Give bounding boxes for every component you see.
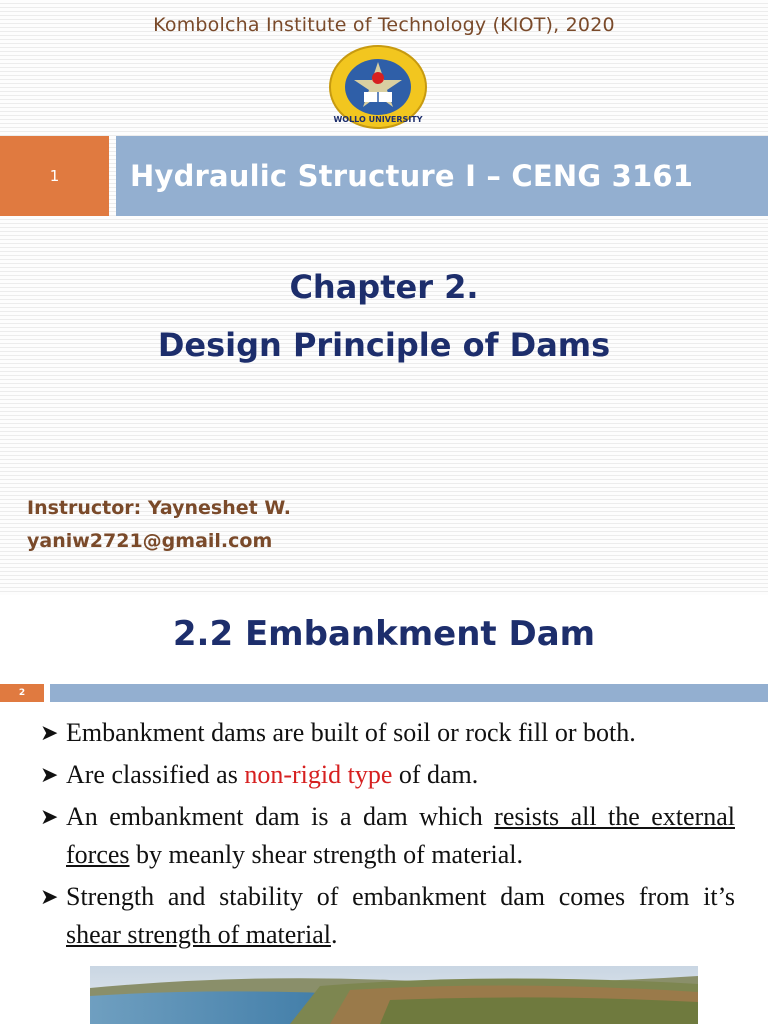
underlined-text: resists all the external forces — [66, 802, 735, 869]
highlight-text: non-rigid type — [244, 760, 393, 789]
arrow-bullet-icon: ➤ — [40, 804, 59, 829]
bullet-text: Strength and stability of embankment dam comes from it’s shear strength of material. — [66, 882, 735, 949]
slide-number-box — [0, 136, 109, 216]
bullet-item — [40, 714, 735, 752]
bullet-text: Are classified as non-rigid type of dam. — [66, 760, 479, 789]
arrow-bullet-icon: ➤ — [40, 762, 59, 787]
bullet-list — [40, 714, 735, 958]
embankment-dam-photo — [90, 966, 698, 1024]
wollo-university-logo — [328, 44, 428, 130]
instructor-name: Instructor: Yayneshet W. — [27, 497, 291, 519]
chapter-number: Chapter 2. — [289, 268, 479, 306]
bullet-item — [40, 756, 735, 794]
bullet-item — [40, 878, 735, 954]
header-band-2 — [50, 684, 768, 702]
underlined-text: shear strength of material — [66, 920, 331, 949]
bullet-item — [40, 798, 735, 874]
logo-lettering: WOLLO UNIVERSITY — [333, 115, 423, 124]
arrow-bullet-icon: ➤ — [40, 720, 59, 745]
chapter-title: Design Principle of Dams — [157, 326, 611, 364]
institute-header: Kombolcha Institute of Technology (KIOT), 2020 — [153, 14, 615, 36]
slide-number-2: 2 — [18, 688, 26, 698]
bullet-text: An embankment dam is a dam which resists all the external forces by meanly shear strength of material. — [66, 802, 735, 869]
bullet-text: Embankment dams are built of soil or rock fill or both. — [66, 718, 636, 747]
course-title-band — [116, 136, 768, 216]
course-title: Hydraulic Structure I – CENG 3161 — [130, 159, 694, 193]
instructor-email[interactable]: yaniw2721@gmail.com — [27, 530, 273, 552]
slide-number: 1 — [49, 167, 60, 185]
slide-number-box-2 — [0, 684, 44, 702]
arrow-bullet-icon: ➤ — [40, 884, 59, 909]
section-title: 2.2 Embankment Dam — [172, 614, 596, 654]
